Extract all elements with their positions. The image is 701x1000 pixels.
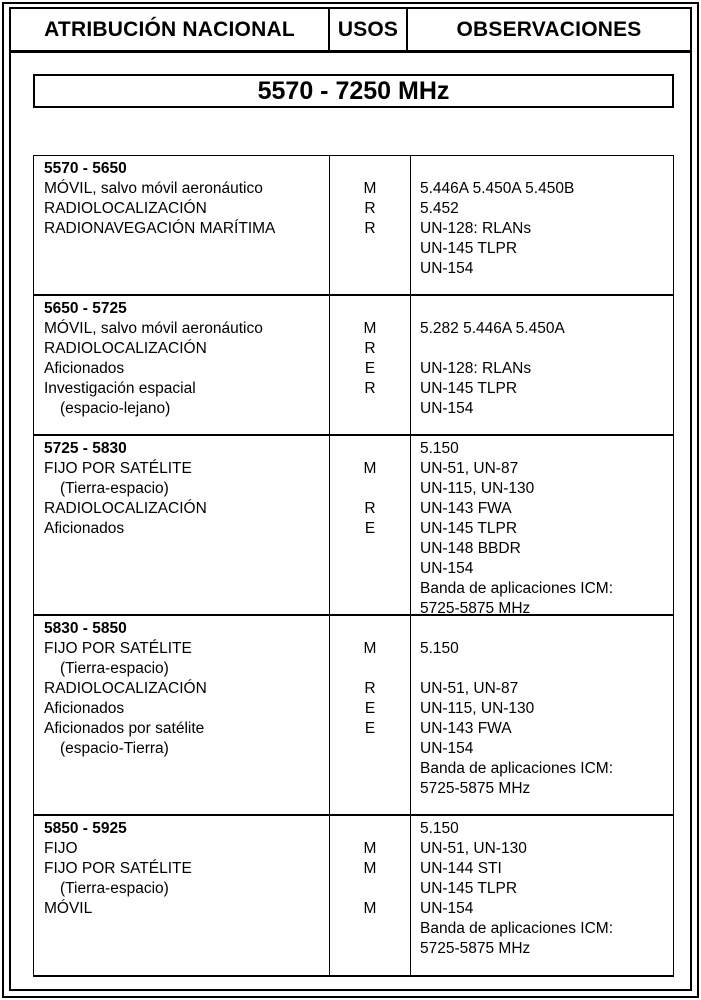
atribucion-cell-line: RADIOLOCALIZACIÓN bbox=[44, 500, 207, 517]
observaciones-cell-line: UN-115, UN-130 bbox=[420, 700, 535, 717]
observaciones-cell-line: 5.446A 5.450A 5.450B bbox=[420, 180, 575, 197]
observaciones-cell-line: 5725-5875 MHz bbox=[420, 600, 531, 617]
atribucion-cell-line: (Tierra-espacio) bbox=[60, 660, 169, 677]
atribucion-cell-line: Aficionados bbox=[44, 700, 125, 717]
atribucion-cell bbox=[44, 819, 324, 919]
observaciones-cell-line: 5725-5875 MHz bbox=[420, 780, 531, 797]
usos-cell bbox=[330, 439, 410, 539]
atribucion-cell-line: 5830 - 5850 bbox=[44, 620, 127, 637]
atribucion-cell-line: Aficionados bbox=[44, 520, 125, 537]
observaciones-cell-line: Banda de aplicaciones ICM: bbox=[420, 580, 614, 597]
atribucion-cell bbox=[44, 159, 324, 239]
observaciones-cell-line: 5.150 bbox=[420, 640, 459, 657]
atribucion-cell-line: RADIOLOCALIZACIÓN bbox=[44, 680, 207, 697]
usos-cell bbox=[330, 619, 410, 739]
usos-cell-line bbox=[330, 299, 410, 319]
observaciones-cell bbox=[420, 159, 670, 279]
atribucion-cell-line: (Tierra-espacio) bbox=[60, 880, 169, 897]
observaciones-cell-line: UN-154 bbox=[420, 560, 474, 577]
observaciones-cell-line: UN-154 bbox=[420, 740, 474, 757]
observaciones-cell-line: UN-143 FWA bbox=[420, 500, 512, 517]
observaciones-cell-line: Banda de aplicaciones ICM: bbox=[420, 920, 614, 937]
band-row bbox=[34, 616, 673, 816]
observaciones-cell-line bbox=[420, 619, 670, 639]
usos-cell-line: M bbox=[363, 840, 377, 857]
usos-cell-line: M bbox=[363, 460, 377, 477]
usos-cell-line: R bbox=[364, 680, 376, 697]
observaciones-cell-line: UN-51, UN-87 bbox=[420, 680, 519, 697]
usos-cell-line bbox=[330, 159, 410, 179]
usos-cell bbox=[330, 159, 410, 239]
atribucion-cell bbox=[44, 439, 324, 539]
observaciones-cell-line: 5725-5875 MHz bbox=[420, 940, 531, 957]
observaciones-cell-line: UN-115, UN-130 bbox=[420, 480, 535, 497]
atribucion-cell-line: RADIOLOCALIZACIÓN bbox=[44, 340, 207, 357]
observaciones-cell bbox=[420, 299, 670, 419]
band-row bbox=[34, 816, 673, 976]
atribucion-cell-line: FIJO POR SATÉLITE bbox=[44, 860, 192, 877]
usos-cell-line: M bbox=[363, 860, 377, 877]
usos-cell-line: E bbox=[364, 520, 376, 537]
atribucion-cell-line: FIJO POR SATÉLITE bbox=[44, 460, 192, 477]
header-atribucion: ATRIBUCIÓN NACIONAL bbox=[44, 18, 295, 41]
usos-cell-line bbox=[330, 619, 410, 639]
atribucion-cell-line: MÓVIL bbox=[44, 900, 93, 917]
atribucion-cell-line: MÓVIL, salvo móvil aeronáutico bbox=[44, 180, 263, 197]
usos-cell-line: R bbox=[364, 380, 376, 397]
observaciones-cell-line: 5.150 bbox=[420, 440, 459, 457]
observaciones-cell-line: UN-154 bbox=[420, 400, 474, 417]
atribucion-cell-line: FIJO POR SATÉLITE bbox=[44, 640, 192, 657]
observaciones-cell-line bbox=[420, 299, 670, 319]
usos-cell bbox=[330, 819, 410, 919]
atribucion-cell-line: 5850 - 5925 bbox=[44, 820, 127, 837]
band-title: 5570 - 7250 MHz bbox=[33, 74, 674, 108]
table-header bbox=[11, 9, 690, 53]
observaciones-cell-line bbox=[420, 659, 670, 679]
observaciones-cell-line: UN-143 FWA bbox=[420, 720, 512, 737]
atribucion-cell-line: RADIONAVEGACIÓN MARÍTIMA bbox=[44, 220, 276, 237]
usos-cell-line: E bbox=[364, 360, 376, 377]
observaciones-cell bbox=[420, 439, 670, 619]
allocation-table bbox=[33, 155, 674, 977]
usos-cell-line: M bbox=[363, 320, 377, 337]
usos-cell-line: M bbox=[363, 900, 377, 917]
observaciones-cell-line bbox=[420, 339, 670, 359]
observaciones-cell bbox=[420, 819, 670, 959]
observaciones-cell-line bbox=[420, 159, 670, 179]
usos-cell-line: E bbox=[364, 720, 376, 737]
observaciones-cell-line: UN-51, UN-87 bbox=[420, 460, 519, 477]
atribucion-cell-line: MÓVIL, salvo móvil aeronáutico bbox=[44, 320, 263, 337]
usos-cell-line: E bbox=[364, 700, 376, 717]
usos-cell-line: M bbox=[363, 180, 377, 197]
observaciones-cell-line: UN-145 TLPR bbox=[420, 240, 518, 257]
observaciones-cell-line: UN-145 TLPR bbox=[420, 520, 518, 537]
atribucion-cell-line: Aficionados por satélite bbox=[44, 720, 205, 737]
band-row bbox=[34, 436, 673, 616]
observaciones-cell-line: UN-154 bbox=[420, 260, 474, 277]
observaciones-cell-line: UN-145 TLPR bbox=[420, 380, 518, 397]
observaciones-cell-line: 5.282 5.446A 5.450A bbox=[420, 320, 565, 337]
atribucion-cell-line: 5650 - 5725 bbox=[44, 300, 127, 317]
usos-cell-line bbox=[330, 879, 410, 899]
band-row bbox=[34, 156, 673, 296]
observaciones-cell-line: UN-51, UN-130 bbox=[420, 840, 527, 857]
atribucion-cell bbox=[44, 619, 324, 759]
atribucion-cell-line: FIJO bbox=[44, 840, 78, 857]
usos-cell-line: R bbox=[364, 200, 376, 217]
observaciones-cell-line: 5.452 bbox=[420, 200, 459, 217]
usos-cell-line: R bbox=[364, 220, 376, 237]
usos-cell-line bbox=[330, 659, 410, 679]
usos-cell-line bbox=[330, 439, 410, 459]
header-usos: USOS bbox=[328, 9, 408, 50]
observaciones-cell-line: UN-128: RLANs bbox=[420, 360, 532, 377]
observaciones-cell-line: UN-154 bbox=[420, 900, 474, 917]
usos-cell-line bbox=[330, 819, 410, 839]
usos-cell-line: R bbox=[364, 340, 376, 357]
observaciones-cell-line: UN-148 BBDR bbox=[420, 540, 521, 557]
atribucion-cell-line: RADIOLOCALIZACIÓN bbox=[44, 200, 207, 217]
observaciones-cell-line: UN-145 TLPR bbox=[420, 880, 518, 897]
usos-cell-line bbox=[330, 479, 410, 499]
atribucion-cell bbox=[44, 299, 324, 419]
observaciones-cell bbox=[420, 619, 670, 799]
band-row bbox=[34, 296, 673, 436]
observaciones-cell-line: Banda de aplicaciones ICM: bbox=[420, 760, 614, 777]
observaciones-cell-line: UN-128: RLANs bbox=[420, 220, 532, 237]
atribucion-cell-line: 5725 - 5830 bbox=[44, 440, 127, 457]
atribucion-cell-line: (espacio-lejano) bbox=[60, 400, 171, 417]
usos-cell-line: M bbox=[363, 640, 377, 657]
usos-cell bbox=[330, 299, 410, 399]
atribucion-cell-line: Aficionados bbox=[44, 360, 125, 377]
atribucion-cell-line: (espacio-Tierra) bbox=[60, 740, 169, 757]
header-observaciones: OBSERVACIONES bbox=[456, 18, 642, 41]
atribucion-cell-line: (Tierra-espacio) bbox=[60, 480, 169, 497]
usos-cell-line: R bbox=[364, 500, 376, 517]
observaciones-cell-line: 5.150 bbox=[420, 820, 459, 837]
atribucion-cell-line: 5570 - 5650 bbox=[44, 160, 127, 177]
observaciones-cell-line: UN-144 STI bbox=[420, 860, 502, 877]
atribucion-cell-line: Investigación espacial bbox=[44, 380, 196, 397]
